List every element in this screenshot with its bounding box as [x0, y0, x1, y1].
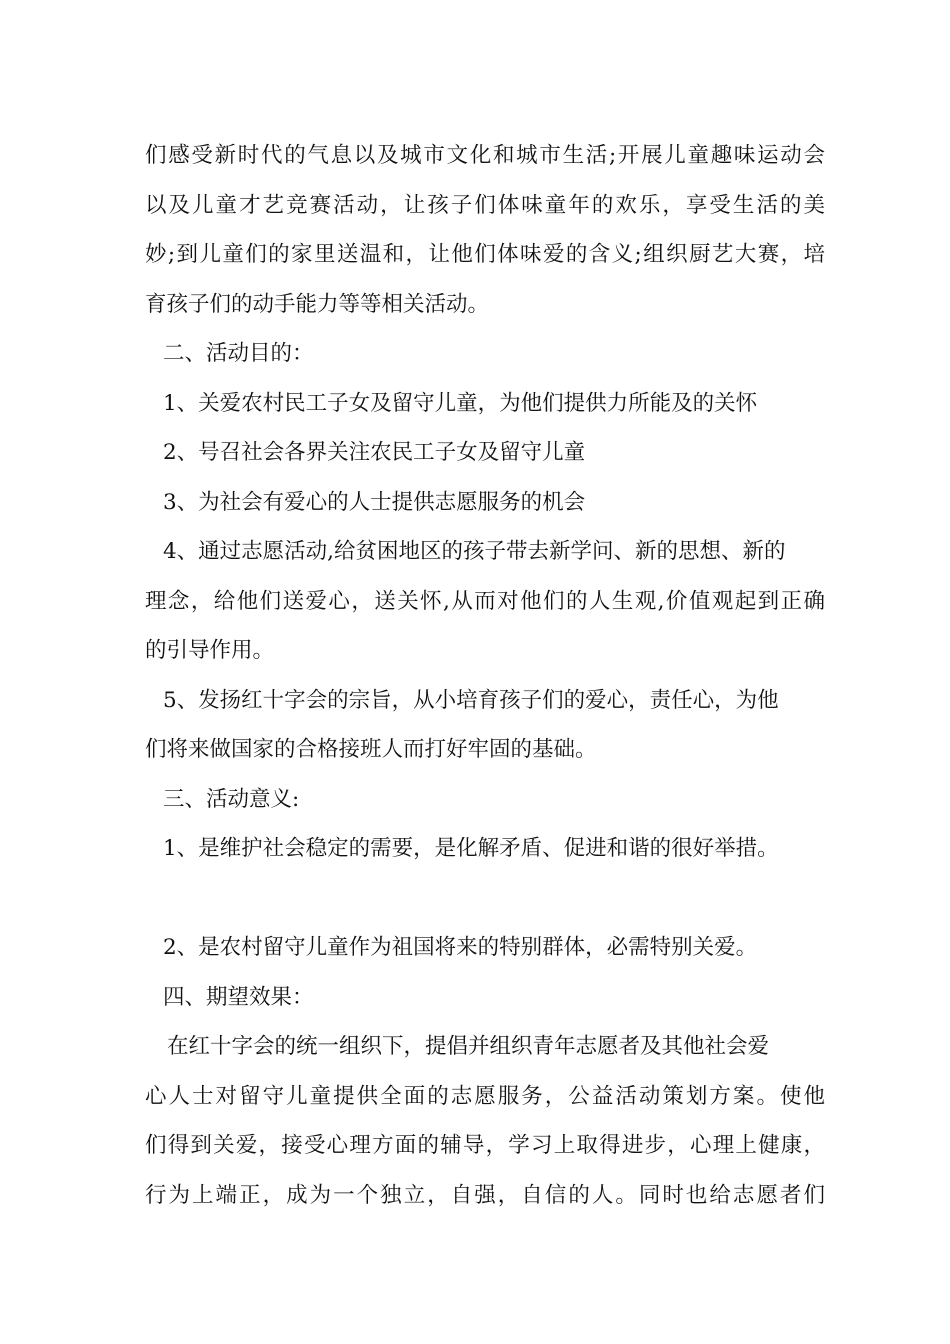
paragraph-line: 以及儿童才艺竞赛活动，让孩子们体味童年的欢乐，享受生活的美	[145, 192, 825, 218]
paragraph-line: 们得到关爱，接受心理方面的辅导，学习上取得进步，心理上健康，	[145, 1133, 825, 1158]
paragraph-line: 行为上端正，成为一个独立，自强，自信的人。同时也给志愿者们	[145, 1182, 825, 1208]
section-heading: 四、期望效果：	[163, 984, 314, 1010]
list-item: 4、通过志愿活动,给贫困地区的孩子带去新学问、新的思想、新的	[163, 539, 786, 564]
list-item: 5、发扬红十字会的宗旨，从小培育孩子们的爱心，责任心，为他	[163, 687, 779, 713]
paragraph-line: 们感受新时代的气息以及城市文化和城市生活;开展儿童趣味运动会	[145, 143, 825, 168]
paragraph-line: 在红十字会的统一组织下，提倡并组织青年志愿者及其他社会爱	[167, 1034, 770, 1059]
paragraph-line: 们将来做国家的合格接班人而打好牢固的基础。	[145, 737, 597, 762]
document-body	[145, 131, 825, 1220]
list-item: 3、为社会有爱心的人士提供志愿服务的机会	[163, 489, 586, 515]
section-heading: 二、活动目的：	[163, 341, 314, 366]
list-item: 1、关爱农村民工子女及留守儿童，为他们提供力所能及的关怀	[163, 390, 758, 416]
paragraph-line: 育孩子们的动手能力等等相关活动。	[145, 291, 490, 317]
section-heading: 三、活动意义:	[163, 786, 300, 812]
paragraph-line: 理念，给他们送爱心，送关怀,从而对他们的人生观,价值观起到正确	[145, 588, 825, 614]
list-item: 2、是农村留守儿童作为祖国将来的特别群体，必需特别关爱。	[163, 935, 758, 960]
list-item: 1、是维护社会稳定的需要，是化解矛盾、促进和谐的很好举措。	[163, 836, 779, 861]
list-item: 2、号召社会各界关注农民工子女及留守儿童	[163, 440, 586, 465]
blank-line	[145, 874, 825, 924]
paragraph-line: 妙;到儿童们的家里送温和，让他们体味爱的含义;组织厨艺大赛，培	[145, 242, 825, 267]
paragraph-line: 的引导作用。	[145, 638, 275, 663]
paragraph-line: 心人士对留守儿童提供全面的志愿服务，公益活动策划方案。使他	[145, 1083, 825, 1109]
